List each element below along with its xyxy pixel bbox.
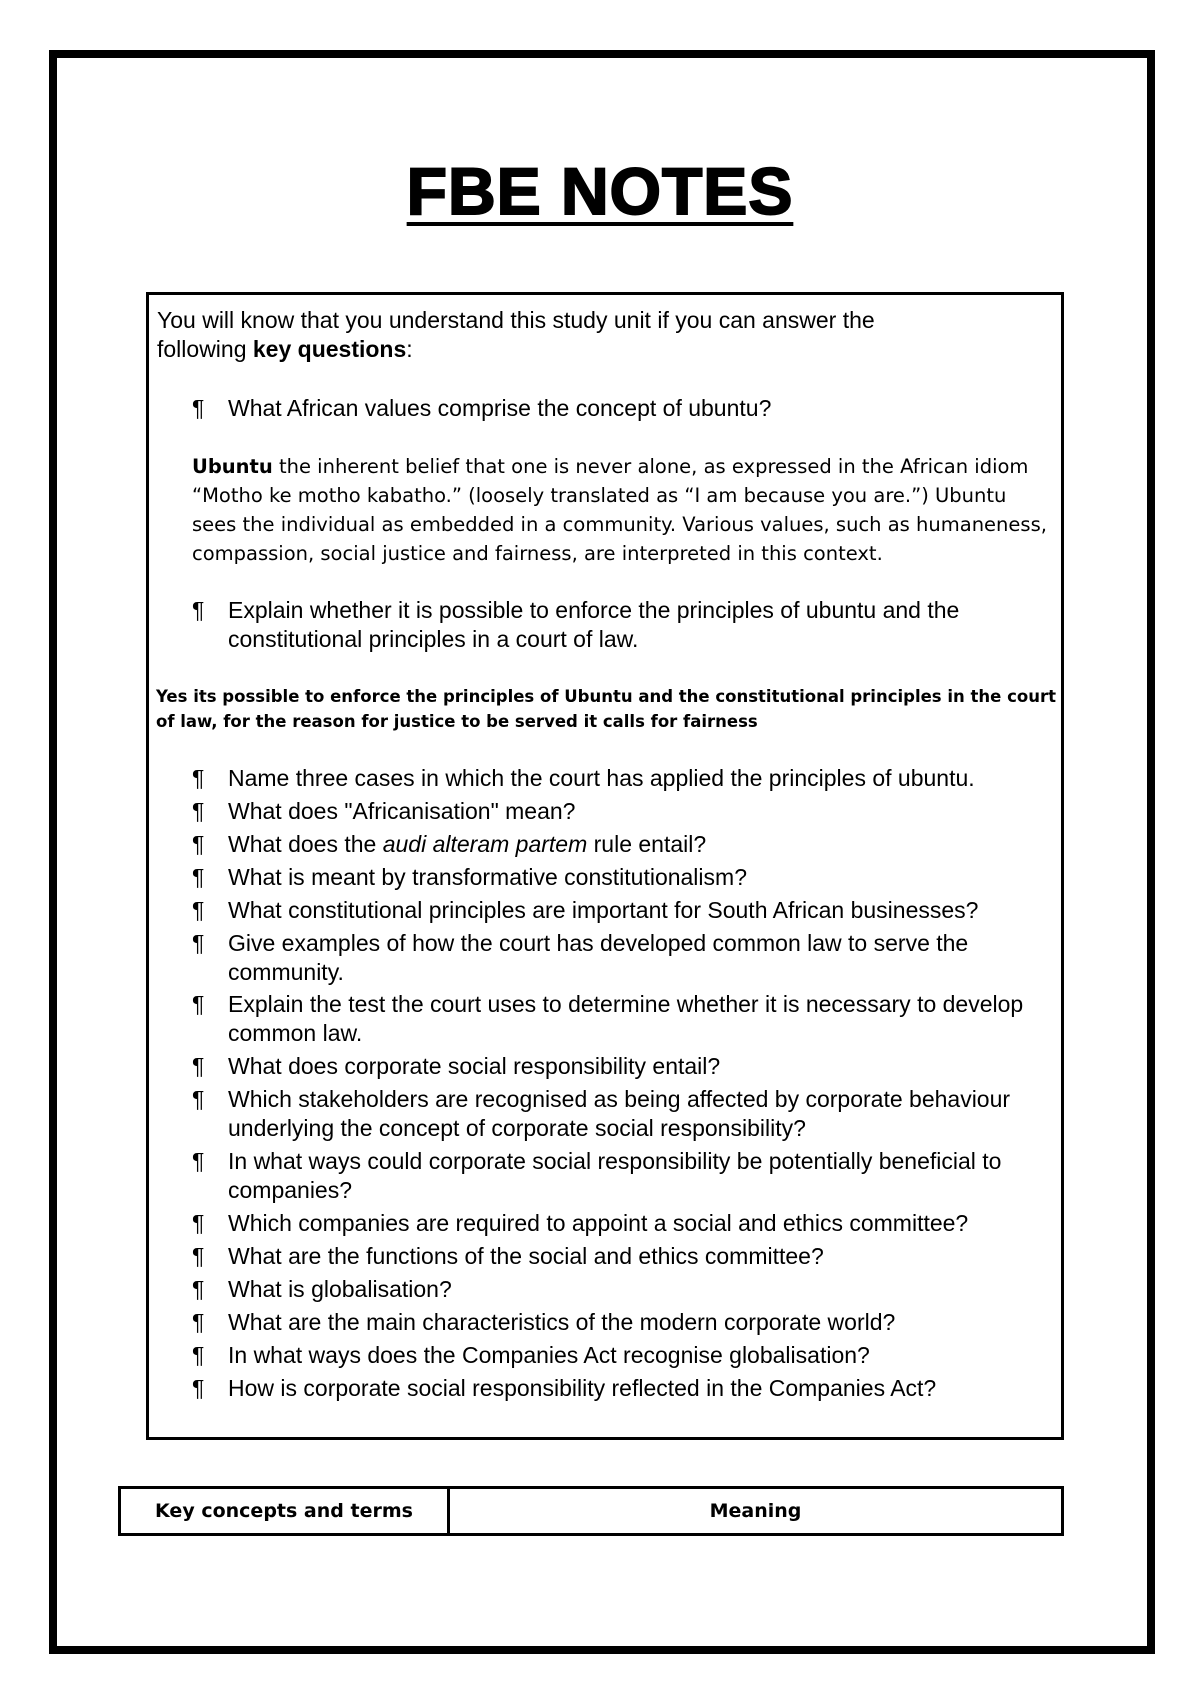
pilcrow-bullet-icon: ¶ [192, 798, 205, 824]
question-item [192, 1209, 1052, 1238]
question-item [192, 990, 1052, 1048]
question-item [192, 1147, 1052, 1205]
pilcrow-bullet-icon: ¶ [192, 395, 205, 421]
question-text: In what ways could corporate social responsibility be potentially beneficial to companies? [228, 1148, 1002, 1203]
enforce-answer: Yes its possible to enforce the principles of Ubuntu and the constitutional principles in the court of law, for the reason for justice to be served it calls for fairness [156, 687, 1056, 731]
question-text: Explain whether it is possible to enforce the principles of ubuntu and the constitutional principles in a court of law. [228, 597, 960, 652]
question-item [192, 1275, 1052, 1304]
intro-text [157, 306, 937, 364]
q5-after: rule entail? [587, 831, 707, 857]
page-title: FBE NOTES [406, 154, 794, 228]
question-text: What are the main characteristics of the modern corporate world? [228, 1309, 896, 1335]
question-text: Explain the test the court uses to determine whether it is necessary to develop common law. [228, 991, 1024, 1046]
pilcrow-bullet-icon: ¶ [192, 991, 205, 1017]
question-item [192, 896, 1052, 925]
pilcrow-bullet-icon: ¶ [192, 1375, 205, 1401]
pilcrow-bullet-icon: ¶ [192, 1243, 205, 1269]
pilcrow-bullet-icon: ¶ [192, 597, 205, 623]
pilcrow-bullet-icon: ¶ [192, 1148, 205, 1174]
question-item [192, 863, 1052, 892]
ubuntu-definition: the inherent belief that one is never alone, as expressed in the African idiom “Motho ke motho kabatho.” (loosely translated as “I am because you are.”) Ubuntu sees the individual as embedded in a community. Various values, such as humaneness, compassion, social justice and fairness, are interpreted in this context. [192, 455, 1047, 565]
intro-text-after: : [406, 336, 413, 362]
question-item [192, 764, 1052, 793]
question-text: Which stakeholders are recognised as being affected by corporate behaviour underlying the concept of corporate social responsibility? [228, 1086, 1011, 1141]
question-text: What constitutional principles are important for South African businesses? [228, 897, 979, 923]
pilcrow-bullet-icon: ¶ [192, 930, 205, 956]
pilcrow-bullet-icon: ¶ [192, 1086, 205, 1112]
question-text: In what ways does the Companies Act recognise globalisation? [228, 1342, 870, 1368]
question-text: Which companies are required to appoint a social and ethics committee? [228, 1210, 969, 1236]
table-header-key-concepts: Key concepts and terms [121, 1489, 450, 1533]
pilcrow-bullet-icon: ¶ [192, 864, 205, 890]
pilcrow-bullet-icon: ¶ [192, 831, 205, 857]
pilcrow-bullet-icon: ¶ [192, 897, 205, 923]
intro-text-before: You will know that you understand this study unit if you can answer the following [157, 307, 875, 362]
question-text: Give examples of how the court has developed common law to serve the community. [228, 930, 969, 985]
question-text: What are the functions of the social and ethics committee? [228, 1243, 824, 1269]
question-item [192, 596, 1052, 654]
question-text: What does corporate social responsibility entail? [228, 1053, 721, 1079]
pilcrow-bullet-icon: ¶ [192, 1309, 205, 1335]
pilcrow-bullet-icon: ¶ [192, 1342, 205, 1368]
question-item [192, 1085, 1052, 1143]
intro-bold: key questions [252, 336, 407, 362]
question-text: Name three cases in which the court has applied the principles of ubuntu. [228, 765, 975, 791]
pilcrow-bullet-icon: ¶ [192, 765, 205, 791]
question-text: How is corporate social responsibility reflected in the Companies Act? [228, 1375, 937, 1401]
q5-latin-term: audi alteram partem [382, 831, 588, 857]
ubuntu-term: Ubuntu [192, 455, 273, 478]
key-concepts-table [118, 1486, 1064, 1536]
question-text [228, 830, 1052, 859]
question-text: What does "Africanisation" mean? [228, 798, 576, 824]
question-item [192, 394, 1052, 423]
pilcrow-bullet-icon: ¶ [192, 1276, 205, 1302]
question-item [192, 929, 1052, 987]
question-item [192, 1242, 1052, 1271]
pilcrow-bullet-icon: ¶ [192, 1053, 205, 1079]
question-item [192, 1308, 1052, 1337]
q5-before: What does the [228, 831, 383, 857]
table-header-meaning: Meaning [709, 1500, 802, 1522]
question-text: What is meant by transformative constitutionalism? [228, 864, 747, 890]
question-item [192, 1052, 1052, 1081]
question-item [192, 1341, 1052, 1370]
question-item [192, 1374, 1052, 1403]
question-text: What African values comprise the concept of ubuntu? [228, 395, 772, 421]
pilcrow-bullet-icon: ¶ [192, 1210, 205, 1236]
question-text: What is globalisation? [228, 1276, 452, 1302]
ubuntu-answer [192, 452, 1052, 568]
question-item [192, 830, 1052, 859]
question-item [192, 797, 1052, 826]
